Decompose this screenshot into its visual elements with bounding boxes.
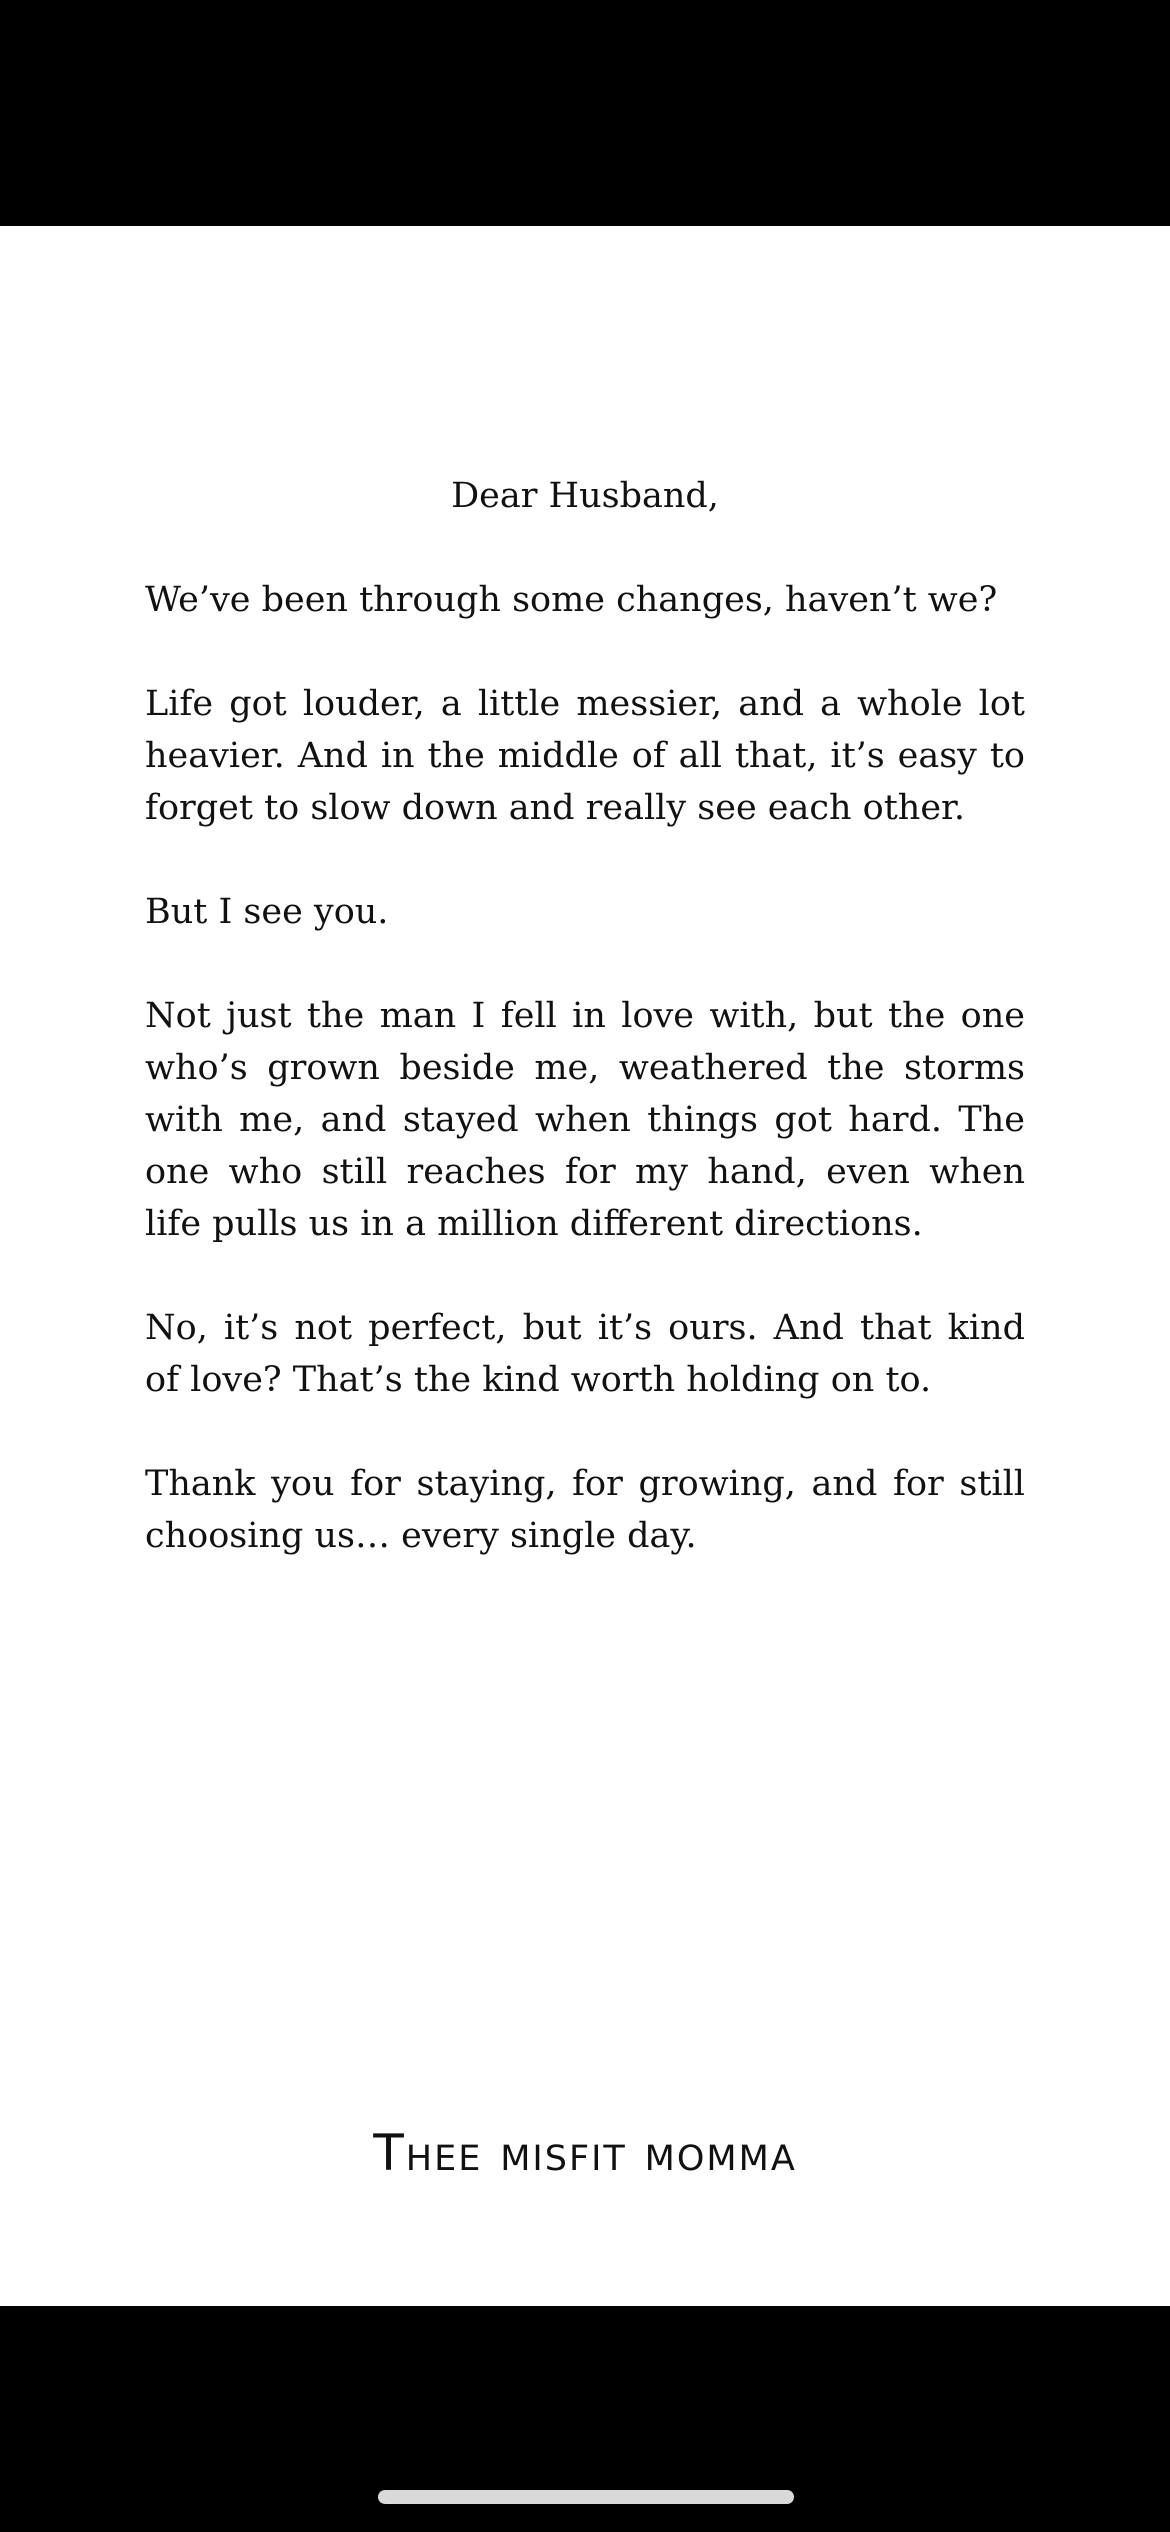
letter-paragraph: Life got louder, a little messier, and a whole lot heavier. And in the middle of all that, it’s easy to forget to slow down and really see each other. — [145, 684, 1025, 828]
letter-paragraph: Not just the man I fell in love with, but the one who’s grown beside me, weathered the storms with me, and stayed when things got hard. The one who still reaches for my hand, even when life pulls us in a million different directions. — [145, 996, 1025, 1244]
letter-body — [145, 470, 1025, 1614]
letter-paragraph: No, it’s not perfect, but it’s ours. And that kind of love? That’s the kind worth holding on to. — [145, 1308, 1025, 1400]
signature: Thee misfit momma — [373, 2124, 797, 2182]
letter-greeting: Dear Husband, — [451, 476, 719, 516]
letter-paragraph: We’ve been through some changes, haven’t we? — [145, 580, 998, 620]
letter-paragraph: Thank you for staying, for growing, and for still choosing us… every single day. — [145, 1464, 1025, 1556]
home-indicator[interactable] — [378, 2490, 794, 2504]
letter-paragraph: But I see you. — [145, 892, 389, 932]
top-letterbox — [0, 0, 1170, 226]
